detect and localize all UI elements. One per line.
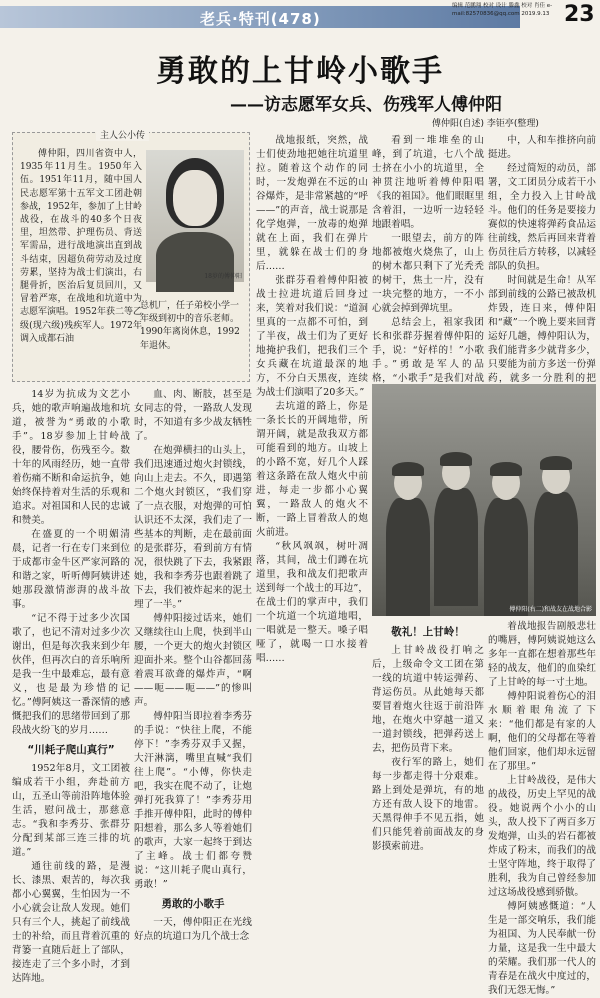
paragraph: 14岁为抗成为文艺小兵，她的歌声响遍战地和坑道，被誉为“勇敢的小歌手”。18岁参加上甘岭战役，腰骨伤，伤残至今。数十年的风雨经历，她一直带着伤痛不断和命运抗争，她始终保持着对生活的乐观和追求。对祖国和人民的忠诚和赞美。 <box>12 389 130 526</box>
portrait-caption: 18岁的傅仲阳 <box>204 273 242 280</box>
page-number: 23 <box>564 2 595 27</box>
war-photo <box>372 384 596 616</box>
paragraph: 时间就是生命！从军部到前线的公路已被敌机炸毁，连日来，傅仲阳和“藏”一个晚上要来回背运好几趟，傅仲阳认为，我们能背多少就背多少，只要能为前方多送一份弹药，就多一分胜利的把 <box>488 275 596 384</box>
article-title: 勇敢的上甘岭小歌手 <box>156 54 444 89</box>
paragraph: 上甘岭战役打响之后，上级命令文工团在第一线的坑道中转运弹药、背运伤员。从此她每天都要冒着炮火往返于前沿阵地，在炮火中穿越一道又一道封锁线，把弹药送上去，把伤员背下来。 <box>372 645 484 754</box>
article-byline: 傅仲阳(自述) 李钜亭(整理) <box>432 119 539 129</box>
paragraph: 1952年8月，文工团被编成若干小组，奔赴前方山，五圣山等前沿阵地体验生活，慰问战士，那慈意志。“我和李秀芬、张群芬分配到某部三连三排的坑道。” <box>12 763 130 858</box>
paragraph: 看到一堆堆垒的山峰，到了坑道，七八个战士挤在小小的坑道里，全神贯注地听着傅仲阳唱《我的祖国》。他们眼眶里含着泪，一边听一边轻轻地跟着唱。 <box>372 135 484 230</box>
profile-tag: 主人公小传 <box>96 128 149 141</box>
paragraph: 经过简短的动员，部署，文工团员分成若干小组，全力投入上甘岭战斗。他们的任务是要接力赛似的快速将弹药食品运往前线，然后再回来背着伤员往后方转移，以减轻部队的负担。 <box>488 163 596 272</box>
paragraph: 傅仲阳说着伤心的泪水顺着眼角流了下来：“他们都是有家的人啊，他们的父母都在等着他们回家，他们却永远留在了那里。” <box>488 691 596 772</box>
paragraph: 张群芬看着傅仲阳被战士拉进坑道后回身过来，笑着对我们说：“道洞里真的一点都不可怕，到了半夜，战士们为了更好地掩护我们，把我们三个女兵藏在坑道最深的地方，不分白天黑夜，连续为战士们演唱了20多天。” <box>256 275 368 398</box>
section-heading: “川耗子爬山真行” <box>27 744 115 756</box>
column-4b <box>372 620 484 852</box>
paragraph: 一天，傅仲阳正在光线好点的坑道口为几个战士念 <box>134 917 252 942</box>
section-heading: 敬礼！上甘岭！ <box>391 626 465 638</box>
paragraph: 傅仲阳当即拉着李秀芬的手说：“快往上爬，不能停下！”李秀芬双手又握，大汗淋漓，嘴里直喊“我们往上爬”。“小傅，你快走吧，我实在爬不动了，让炮弹打死我算了！”李秀芬用手推开傅仲阳，此时的傅仲阳想着，那么多人等着她们的歌声，大家一起终于到达了主峰。战士们都夸赞说：“这川耗子爬山真行，勇敢！” <box>134 711 252 890</box>
column-2 <box>134 388 252 942</box>
paragraph: 傅阿姨感慨道：“人生是一部交响乐，我们能为祖国、为人民奉献一份力量，这是我一生中最大的荣耀。我们那一代人的青春是在战火中度过的，我们无怨无悔。” <box>488 901 596 996</box>
paragraph: 总结会上，祖家我团长和张群芬握着傅仲阳的手，说：“好样的！”小歌手。”勇敢是军人的品格，“小歌手”是我们对战 <box>372 317 484 384</box>
column-5b <box>488 620 596 996</box>
column-5 <box>488 134 596 382</box>
photo-caption: 傅仲阳(右二)和战友在战地合影 <box>509 606 592 613</box>
profile-text: 傅仲阳，四川省资中人，1935年11月生。1950年入伍。1951年11月，随中国人民志愿军第十五军文工团赴朝参战，1952年，参加了上甘岭战役，在战斗的40多个日夜里，坦然带、护理伤员、背送军需品，进行战地演出直到战斗结束，因超负荷劳动及过度劳累，坚持为战士们演出，右腿骨折，医治后复员回川，又冒着严寒，在战地和坑道中为志愿军演唱。1952年获二等乙级(现六级)残疾军人。1972年调入成都石油 <box>20 149 142 344</box>
paragraph: “秋风飒飒，树叶凋落，其间，战士们蹲在坑道里，我和战友们把歌声送到每一个战士的耳边”，在战士们的掌声中，我们一个坑道一个坑道地唱，一唱就是一整天。嗓子唱哑了，就喝一口水接着唱…… <box>256 541 368 664</box>
paragraph: 在炮弹横扫的山头上，我们迅速通过炮火封锁线，向山上走去。不久，即遇第二个炮火封锁区，“我们穿了一点衣服，对炮弹的可怕认识还不太深，我们走了一些基本的判断，走在最前面的是张群芬，看到前方有情况，很快跳了下去，我紧跟她，我和李秀芬也跟着跳了下去，我们被炸起来的泥土埋了一半。” <box>134 445 252 610</box>
profile-tail: 总机厂，任子弟校小学一年级到初中的音乐老师。1990年离岗休息，1992年退休。 <box>140 301 240 351</box>
paragraph: 在盛夏的一个明媚清晨，记者一行在专门来到位于成都市金牛区严家河路的和谐之家，听听傅阿姨讲述她那段激情澎湃的战斗故事。 <box>12 529 130 610</box>
column-3 <box>256 134 368 828</box>
paragraph: 血、肉、断肢，甚至是女同志的骨，一路敌人发现时，不知道有多少战友牺牲了。 <box>134 389 252 442</box>
column-1 <box>12 388 130 984</box>
paragraph: 着战地报告剧般悲壮的嘴唇，傅阿姨说她这么多年一直都在想着那些年轻的战友，他们的血染红了上甘岭的每一寸土地。 <box>488 621 596 688</box>
paragraph: “记不得于过多少次国歌了，也记不清对过多少次谢出，但是每次我来到少年伙伴，但再次白的音乐响所是我一生中最难忘，最有意义，也是最为珍惜的记忆。”傅阿姨这一番深情的感慨把我们的思绪带回到了那段战火纷飞的岁月…… <box>12 613 130 736</box>
paragraph: 一眼望去，前方的阵地都被炮火烧焦了，山上的树木都只剩下了光秃秃的树干，焦土一片，没有一块完整的地方，一不小心就会掉到弹坑里。 <box>372 233 484 314</box>
column-4 <box>372 134 484 382</box>
paragraph: 战地报纸，突然，战士们使劲地把她往坑道里拉。随着这个动作的同时，一发炮弹在不远的山谷爆炸，是非常紧越的“呼——”的声音，战士说那是化学炮弹，一放毒的炮弹就在上面，我们在弹片里，就躲在战士们的身后…… <box>256 135 368 272</box>
page-header <box>0 0 600 36</box>
portrait-photo <box>146 150 244 282</box>
paragraph: 傅仲阳接过话来，她们又继续往山上爬，快到半山腰，一个更大的炮火封锁区迎面扑来。整个山谷都回荡着震耳欲聋的爆炸声，“啊——呃——呃——”的惨叫声。 <box>134 613 252 708</box>
header-meta: 编辑 范鹏翔 校对 设计 滕鑫 校对 肖佳 e-mail:82570836@qq.com 2019.9.13 <box>452 3 553 17</box>
paragraph: 上甘岭战役，是伟大的战役，历史上罕见的战役。她说两个小小的山头，敌人投下了两百多万发炮弹，山头的岩石都被炸成了粉末，而我们的战士坚守阵地，终于取得了胜利，我为自己曾经参加过这场战役感到骄傲。 <box>488 775 596 898</box>
paragraph: 去坑道的路上，你是一条长长的开阔地带，所谓开阔，就是敌我双方都可能看到的地方。山坡上的小路不宽，好几个人踩着这条路在敌人炮火中前进，每走一步都小心翼翼，一路敌人的炮火不断，一路上冒着敌人的炮火前进。 <box>256 401 368 538</box>
section-heading: 勇敢的小歌手 <box>161 898 225 910</box>
header-title: 老兵·特刊(478) <box>200 10 321 28</box>
paragraph: 夜行军的路上，她们每一步都走得十分艰难。路上到处是弹坑，有的地方还有敌人设下的地雷。天黑得伸手不见五指，她们只能凭着前面战友的身影摸索前进。 <box>372 757 484 852</box>
article-subtitle: ——访志愿军女兵、伤残军人傅仲阳 <box>230 95 502 115</box>
paragraph: 通往前线的路，是漫长、漆黑、艰苦的，每次我都小心翼翼，生怕因为一不小心就会让敌人发现。她们只有三个人，挑起了前线战士的补给，而且背着沉重的背篓一直随后赶上了部队，接连走了三个多小时，才到达阵地。 <box>12 861 130 984</box>
paragraph: 中，人和车推挤向前挺进。 <box>488 135 596 160</box>
